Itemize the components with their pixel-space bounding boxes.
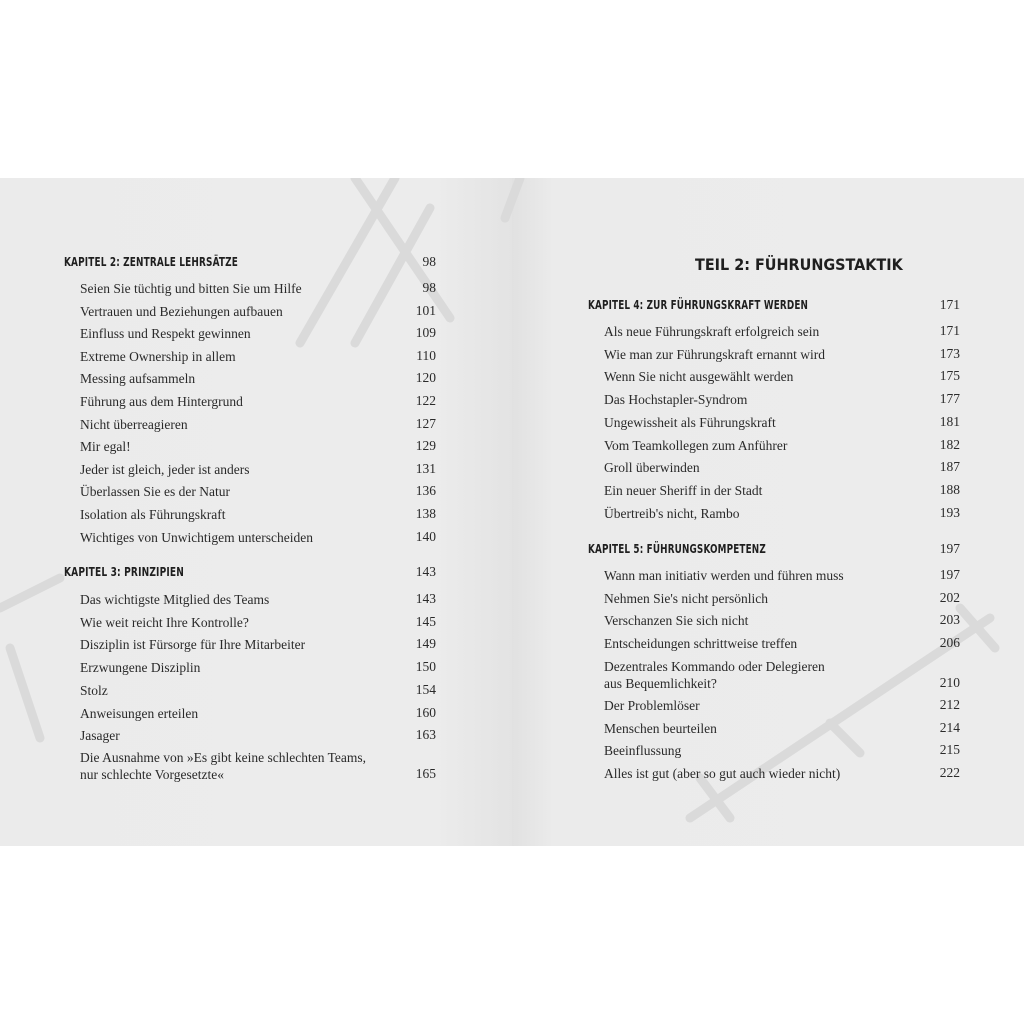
toc-entry-page: 171 bbox=[939, 323, 960, 338]
toc-entry-page: 136 bbox=[415, 483, 436, 499]
toc-entry-title: Nicht überreagieren bbox=[80, 416, 188, 432]
toc-entry-title: Als neue Führungskraft erfolgreich sein bbox=[604, 324, 820, 339]
toc-entry-page: 143 bbox=[415, 591, 436, 606]
toc-entry-title: Menschen beurteilen bbox=[604, 720, 717, 736]
toc-entry-page: 212 bbox=[939, 697, 960, 712]
toc-entry-page: 154 bbox=[415, 681, 436, 697]
toc-entry-page: 197 bbox=[939, 567, 960, 582]
toc-entry-title: Wenn Sie nicht ausgewählt werden bbox=[604, 369, 794, 385]
toc-entry-title: Führung aus dem Hintergrund bbox=[80, 394, 243, 409]
chapter-5-heading: KAPITEL 5: FÜHRUNGSKOMPETENZ bbox=[588, 541, 766, 556]
toc-entry-title: Überlassen Sie es der Natur bbox=[80, 484, 230, 500]
toc-entry-title: Isolation als Führungskraft bbox=[80, 507, 226, 522]
toc-entry-page: 193 bbox=[939, 504, 960, 520]
toc-entry-page: 101 bbox=[415, 302, 436, 318]
toc-entry-page: 122 bbox=[415, 393, 436, 408]
toc-entry-title: Groll überwinden bbox=[604, 460, 700, 476]
toc-entry-line1: Dezentrales Kommando oder Delegieren bbox=[604, 659, 825, 674]
toc-entry-title: Entscheidungen schrittweise treffen bbox=[604, 636, 798, 652]
chapter-2-heading: KAPITEL 2: ZENTRALE LEHRSÄTZE bbox=[64, 254, 238, 269]
toc-entry-page: 206 bbox=[939, 635, 960, 651]
toc-entry-page: 149 bbox=[415, 636, 436, 652]
toc-entry-title: Messing aufsammeln bbox=[80, 371, 196, 387]
toc-entry-page: 173 bbox=[939, 345, 960, 361]
toc-entry-title: Einfluss und Respekt gewinnen bbox=[80, 326, 251, 342]
toc-entry-title: Vertrauen und Beziehungen aufbauen bbox=[80, 303, 283, 319]
toc-entry-page: 109 bbox=[415, 325, 436, 341]
toc-entry-page: 210 bbox=[939, 675, 960, 690]
toc-entry-title: Übertreib's nicht, Rambo bbox=[604, 505, 740, 521]
toc-entry-page: 140 bbox=[415, 528, 436, 544]
toc-entry-title: Das Hochstapler-Syndrom bbox=[604, 392, 748, 408]
toc-entry-page: 98 bbox=[422, 280, 436, 295]
toc-entry-title: Seien Sie tüchtig und bitten Sie um Hilfe bbox=[80, 281, 302, 296]
toc-entry-page: 129 bbox=[415, 438, 436, 454]
toc-entry-page: 203 bbox=[939, 612, 960, 628]
toc-entry-page: 187 bbox=[939, 459, 960, 475]
chapter-3-page: 143 bbox=[415, 564, 436, 579]
toc-entry-page: 175 bbox=[939, 368, 960, 384]
toc-entry-title: Mir egal! bbox=[80, 439, 131, 455]
toc-entry-title: Disziplin ist Fürsorge für Ihre Mitarbeiter bbox=[80, 637, 306, 653]
toc-entry-page: 110 bbox=[416, 347, 436, 363]
toc-entry-page: 188 bbox=[939, 481, 960, 497]
toc-entry-title: Wann man initiativ werden und führen muss bbox=[604, 568, 844, 583]
toc-entry-page: 150 bbox=[415, 659, 436, 675]
toc-entry-page: 131 bbox=[415, 460, 436, 476]
chapter-5-page: 197 bbox=[939, 541, 960, 556]
toc-entry-page: 163 bbox=[415, 727, 436, 743]
toc-entry-title: Extreme Ownership in allem bbox=[80, 348, 236, 364]
toc-entry-title: Erzwungene Disziplin bbox=[80, 660, 201, 676]
toc-entry-title: Das wichtigste Mitglied des Teams bbox=[80, 592, 270, 607]
toc-entry-title: Wie weit reicht Ihre Kontrolle? bbox=[80, 614, 249, 630]
toc-entry-page: 222 bbox=[939, 765, 960, 781]
part-2-title: TEIL 2: FÜHRUNGSTAKTIK bbox=[695, 255, 903, 274]
toc-entry-title: Wie man zur Führungskraft ernannt wird bbox=[604, 346, 826, 362]
toc-entry-title: Beeinflussung bbox=[604, 743, 682, 759]
toc-entry-title: Alles ist gut (aber so gut auch wieder nicht) bbox=[604, 766, 841, 782]
chapter-4-page: 171 bbox=[939, 297, 960, 312]
toc-entry-title: Der Problemlöser bbox=[604, 698, 700, 713]
toc-entry-title: Jasager bbox=[80, 728, 120, 744]
book-spread bbox=[0, 178, 1024, 846]
toc-entry-page: 120 bbox=[415, 370, 436, 386]
toc-entry-title: Stolz bbox=[80, 682, 108, 698]
toc-entry-title: Verschanzen Sie sich nicht bbox=[604, 613, 749, 629]
toc-entry-page: 177 bbox=[939, 391, 960, 407]
toc-entry-page: 214 bbox=[939, 719, 960, 735]
toc-entry-title: Wichtiges von Unwichtigem unterscheiden bbox=[80, 529, 314, 545]
toc-entry-title: Anweisungen erteilen bbox=[80, 705, 199, 721]
toc-entry-page: 145 bbox=[415, 613, 436, 629]
toc-entry-page: 182 bbox=[939, 436, 960, 452]
toc-entry-title: Nehmen Sie's nicht persönlich bbox=[604, 590, 769, 606]
toc-entry-page: 127 bbox=[415, 415, 436, 431]
chapter-4-heading: KAPITEL 4: ZUR FÜHRUNGSKRAFT WERDEN bbox=[588, 297, 809, 312]
toc-entry-page: 181 bbox=[939, 413, 960, 429]
toc-entry-title: Ungewissheit als Führungskraft bbox=[604, 414, 776, 430]
toc-entry-page: 160 bbox=[415, 704, 436, 720]
chapter-2-page: 98 bbox=[422, 254, 436, 269]
toc-entry-title: Vom Teamkollegen zum Anführer bbox=[604, 437, 788, 453]
toc-entry-page: 215 bbox=[939, 742, 960, 758]
toc-entry-page: 165 bbox=[415, 766, 436, 781]
toc-entry-line2: nur schlechte Vorgesetzte« bbox=[80, 767, 224, 782]
toc-entry-page: 138 bbox=[415, 506, 436, 521]
toc-entry-line2: aus Bequemlichkeit? bbox=[604, 676, 717, 691]
toc-entry-line1: Die Ausnahme von »Es gibt keine schlechten Teams, bbox=[80, 750, 366, 765]
toc-entry-page: 202 bbox=[939, 589, 960, 605]
toc-entry-title: Jeder ist gleich, jeder ist anders bbox=[80, 461, 250, 477]
chapter-3-heading: KAPITEL 3: PRINZIPIEN bbox=[64, 564, 184, 579]
toc-entry-title: Ein neuer Sheriff in der Stadt bbox=[604, 482, 763, 498]
